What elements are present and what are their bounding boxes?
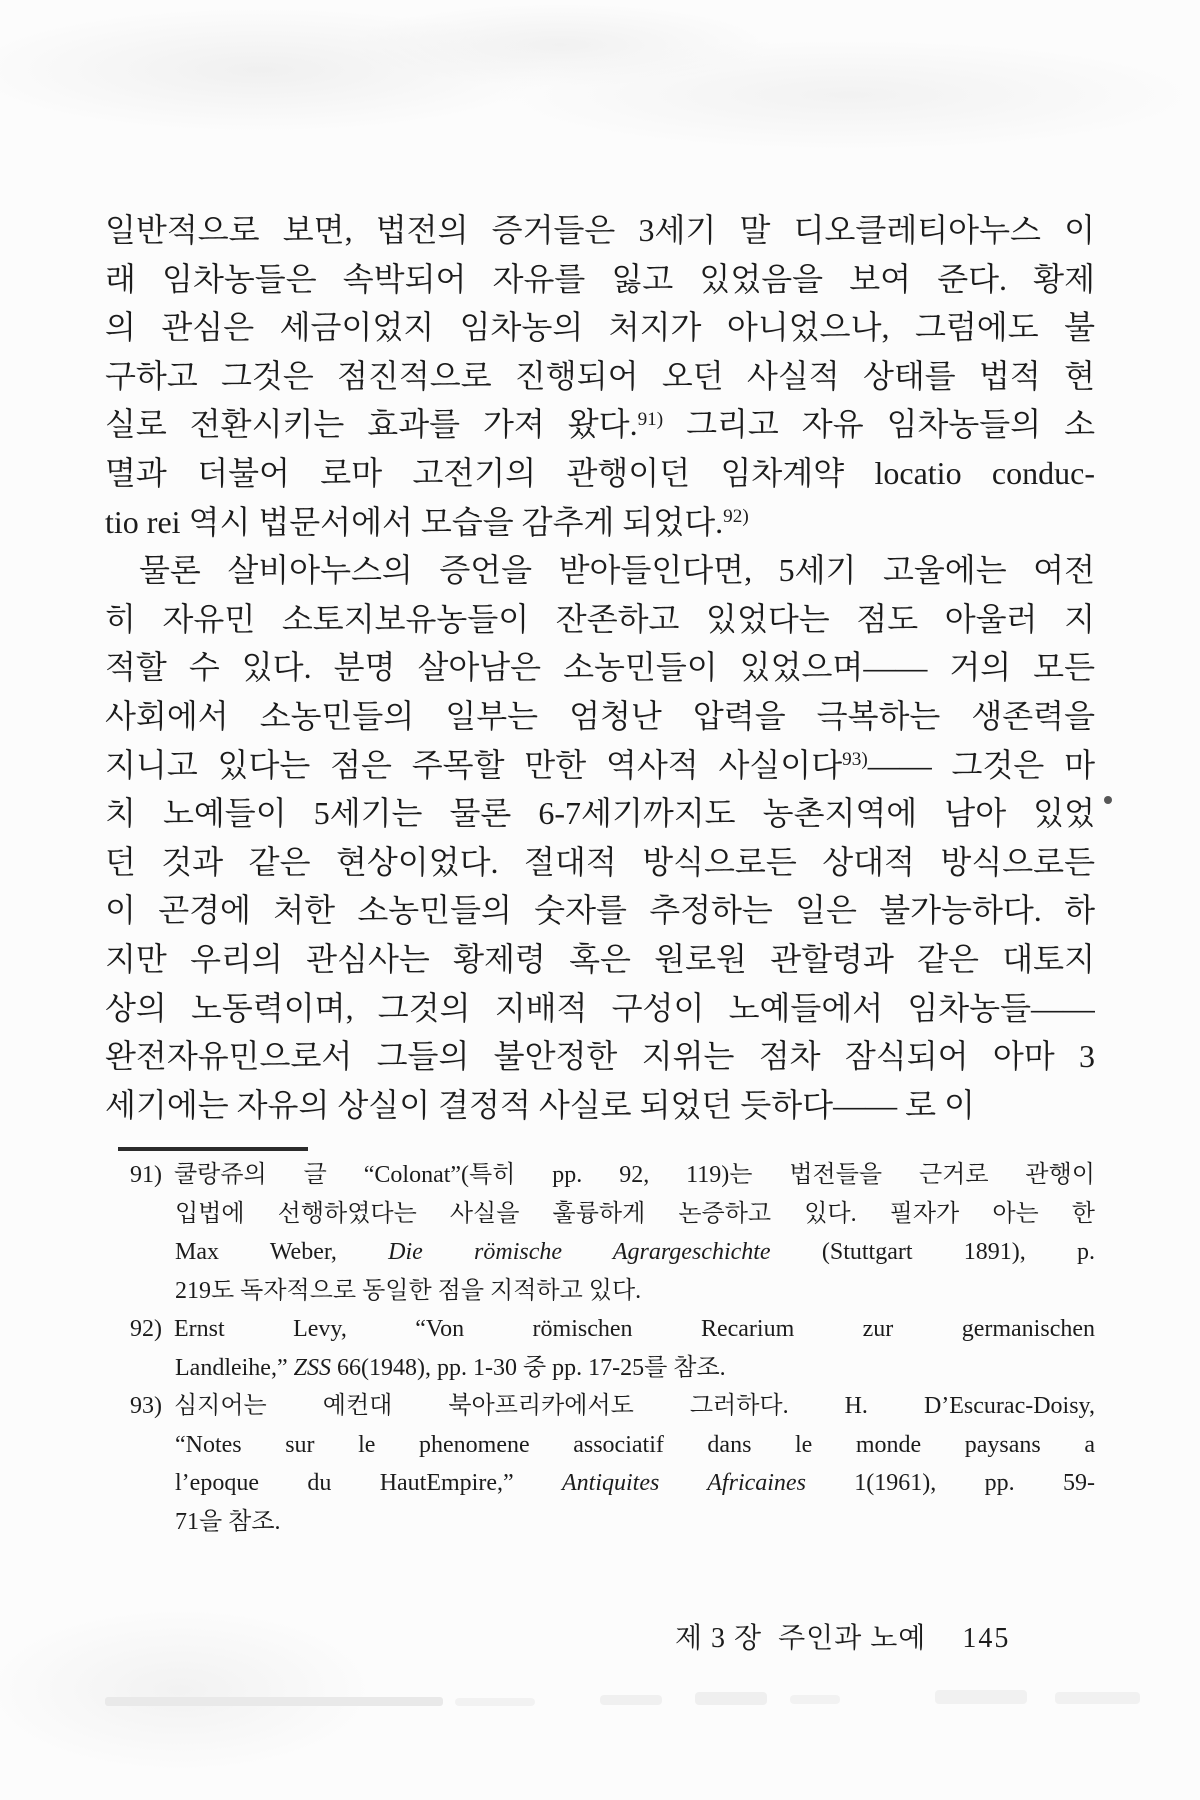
text-run: (Stuttgart 1891), p. — [770, 1239, 1095, 1265]
text-run: 실로 전환시키는 효과를 가져 왔다. — [105, 406, 638, 443]
text-run: 구하고 그것은 점진적으로 진행되어 오던 사실적 상태를 법적 현 — [105, 357, 1095, 394]
text-run: Landleihe,” — [175, 1354, 294, 1381]
body-line — [105, 255, 1095, 304]
text-run: 71을 참조. — [175, 1508, 281, 1535]
text-run: 그리고 자유 임차농들의 소 — [663, 406, 1095, 443]
body-line — [105, 303, 1095, 352]
body-line — [105, 206, 1095, 255]
text-run: 의 관심은 세금이었지 임차농의 처지가 아니었으나, 그럼에도 불 — [105, 309, 1095, 346]
body-line — [105, 789, 1095, 838]
text-run: tio rei 역시 법문서에서 모습을 감추게 되었다. — [105, 503, 724, 540]
footnote-reference: 93) — [842, 748, 868, 770]
footnote-line — [130, 1310, 1095, 1349]
page-footer — [675, 1616, 1010, 1656]
body-line — [105, 838, 1095, 887]
text-run: 입법에 선행하였다는 사실을 훌륭하게 논증하고 있다. 필자가 아는 한 — [175, 1200, 1095, 1227]
text-run: 물론 살비아누스의 증언을 받아들인다면, 5세기 고울에는 여전 — [139, 552, 1095, 589]
scan-speck — [1104, 796, 1112, 804]
footnote-line — [175, 1233, 1095, 1272]
footnote-line — [175, 1272, 1095, 1311]
footnote-line — [130, 1387, 1095, 1426]
text-run: 던 것과 같은 현상이었다. 절대적 방식으로든 상대적 방식으로든 — [105, 843, 1095, 880]
section-title: 주인과 노예 — [778, 1623, 927, 1654]
text-run: 완전자유민으로서 그들의 불안정한 지위는 점차 잠식되어 아마 3 — [105, 1038, 1095, 1075]
text-run: l’epoque du HautEmpire,” — [175, 1470, 563, 1496]
footnote-line — [130, 1156, 1095, 1195]
body-line — [105, 984, 1095, 1033]
footnote-marker: 92) — [130, 1316, 162, 1342]
scan-artifact-blob — [695, 1692, 767, 1705]
text-run: 이 곤경에 처한 소농민들의 숫자를 추정하는 일은 불가능하다. 하 — [105, 892, 1095, 929]
body-line — [105, 595, 1095, 644]
text-run: 지니고 있다는 점은 주목할 만한 역사적 사실이다 — [105, 746, 843, 783]
footnote-line — [175, 1349, 1095, 1388]
body-line — [105, 498, 1095, 547]
body-line — [105, 400, 1095, 449]
footnote-line — [175, 1426, 1095, 1465]
body-line — [105, 741, 1095, 790]
scan-artifact-blob — [790, 1695, 840, 1704]
text-run: 219도 독자적으로 동일한 점을 지적하고 있다. — [175, 1277, 642, 1304]
body-text — [105, 206, 1095, 1129]
body-line — [105, 692, 1095, 741]
text-run: 사회에서 소농민들의 일부는 엄청난 압력을 극복하는 생존력을 — [105, 697, 1095, 734]
body-line — [105, 1081, 1095, 1130]
text-run: 지만 우리의 관심사는 황제령 혹은 원로원 관할령과 같은 대토지 — [105, 940, 1095, 977]
text-run: 일반적으로 보면, 법전의 증거들은 3세기 말 디오클레티아누스 이 — [105, 212, 1095, 248]
text-run: 심지어는 예컨대 북아프리카에서도 그러하다. H. D’Escurac-Doisy, — [174, 1393, 1095, 1419]
text-run: 멸과 더불어 로마 고전기의 관행이던 임차계약 locatio conduc- — [105, 454, 1095, 491]
footnote-reference: 92) — [723, 506, 749, 528]
text-run: 치 노예들이 5세기는 물론 6-7세기까지도 농촌지역에 남아 있었 — [105, 795, 1095, 832]
text-run: 66(1948), pp. 1-30 중 pp. 17-25를 참조. — [330, 1354, 726, 1381]
footnote-line — [175, 1464, 1095, 1503]
text-run: 쿨랑쥬의 글 “Colonat”(특히 pp. 92, 119)는 법전들을 근거로 관행이 — [174, 1162, 1095, 1188]
footnote-line — [175, 1195, 1095, 1234]
text-run: 히 자유민 소토지보유농들이 잔존하고 있었다는 점도 아울러 지 — [105, 600, 1095, 637]
text-run: Ernst Levy, “Von römischen Recarium zur germanischen — [174, 1316, 1095, 1342]
text-run: Max Weber, — [175, 1239, 389, 1265]
italic-citation: Antiquites Africaines — [562, 1470, 806, 1496]
footnote-marker: 91) — [130, 1162, 162, 1188]
text-run: —— 그것은 마 — [867, 746, 1095, 783]
body-line — [105, 352, 1095, 401]
scan-artifact-blob — [1055, 1692, 1140, 1704]
page-number: 145 — [962, 1623, 1011, 1654]
body-line — [105, 935, 1095, 984]
scan-artifact-blob — [600, 1695, 662, 1705]
text-run: 세기에는 자유의 상실이 결정적 사실로 되었던 듯하다—— 로 이 — [105, 1086, 975, 1123]
scan-artifact-blob — [935, 1690, 1027, 1704]
body-line — [105, 449, 1095, 498]
footnote-separator-rule — [118, 1147, 308, 1151]
italic-citation: Die römische Agrargeschichte — [388, 1239, 771, 1265]
scan-artifact-bar — [105, 1697, 443, 1706]
body-line — [105, 886, 1095, 935]
text-run: 상의 노동력이며, 그것의 지배적 구성이 노예들에서 임차농들—— — [105, 989, 1095, 1026]
text-run: 래 임차농들은 속박되어 자유를 잃고 있었음을 보여 준다. 황제 — [105, 260, 1095, 297]
footnote-reference: 91) — [637, 408, 664, 430]
text-run: 1(1961), pp. 59- — [805, 1470, 1095, 1496]
body-line — [105, 1032, 1095, 1081]
text-run: “Notes sur le phenomene associatif dans le monde paysans a — [175, 1431, 1095, 1458]
scan-artifact-blob — [455, 1698, 535, 1706]
italic-citation: ZSS — [293, 1354, 331, 1381]
body-line — [105, 643, 1095, 692]
text-run: 적할 수 있다. 분명 살아남은 소농민들이 있었으며—— 거의 모든 — [105, 649, 1095, 686]
footnotes — [130, 1156, 1095, 1541]
footnote-marker: 93) — [130, 1393, 162, 1419]
body-line — [105, 546, 1095, 595]
footnote-line — [175, 1503, 1095, 1542]
chapter-label: 제 3 장 — [675, 1623, 763, 1654]
